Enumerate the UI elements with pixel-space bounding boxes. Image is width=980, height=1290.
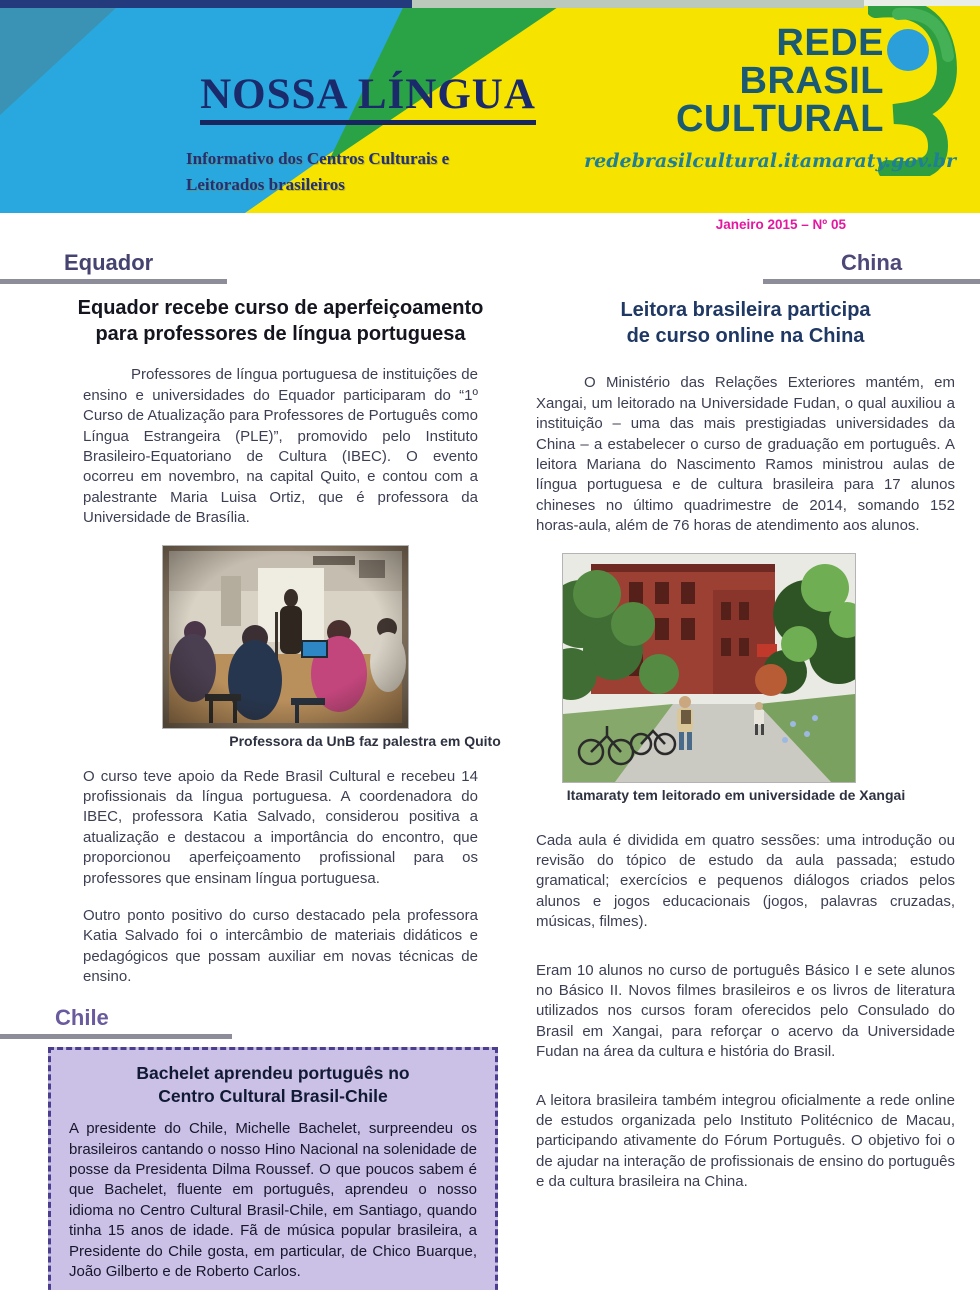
banner-top-strip-navy (0, 0, 412, 8)
article-title-china: Leitora brasileira participa de curso online na China (620, 299, 871, 347)
newsletter-subtitle: Informativo dos Centros Culturais e Leitorados brasileiros (186, 149, 450, 195)
china-paragraph-4: A leitora brasileira também integrou oficialmente a rede online de estudos organizada pelo Instituto Politécnico de Macau, participando ativamente do Fórum Português. O objetivo foi o de ajudar na interação de profissionais de ensino do português e da cultura brasileira na China. (536, 1091, 955, 1191)
banner-top-strip-sage (412, 0, 864, 8)
classroom-photo-figure (163, 546, 501, 749)
section-header-equador (64, 250, 478, 284)
campus-photo-figure (563, 554, 906, 803)
section-label-chile: Chile (55, 1004, 109, 1030)
newsletter-title-text: NOSSA LÍNGUA (200, 72, 536, 125)
campus-photo-caption: Itamaraty tem leitorado em universidade de Xangai (566, 786, 906, 803)
classroom-photo-caption: Professora da UnB faz palestra em Quito (229, 732, 501, 749)
brand-url: redebrasilcultural.itamaraty.gov.br (584, 150, 956, 172)
chile-box-body: A presidente do Chile, Michelle Bachelet, surpreendeu os brasileiros cantando o nosso Hino Nacional na solenidade de posse da Presidenta Dilma Roussef. O que poucos sabem é que Bachelet, fluente em português, aprendeu o nosso idioma no Centro Cultural Brasil-Chile, em Santiago, quando tinha 15 anos de idade. Fã de música popular brasileira, a Presidente do Chile gosta, em particular, de Chico Buarque, João Gilberto e de Roberto Carlos. (69, 1120, 477, 1281)
section-header-chile (55, 1004, 478, 1039)
chile-highlight-box (48, 1047, 498, 1290)
section-header-china (536, 250, 955, 284)
newsletter-banner (0, 0, 980, 213)
chile-box-title: Bachelet aprendeu português no Centro Cultural Brasil-Chile (136, 1062, 410, 1106)
article-title-equador: Equador recebe curso de aperfeiçoamento para professores de língua portuguesa (77, 297, 484, 345)
section-label-china: China (840, 250, 903, 275)
china-paragraph-1: O Ministério das Relações Exteriores mantém, em Xangai, um leitorado na Universidade Fudan, o qual auxiliou a instituição – uma das mais prestigiadas universidades da China – a estabelecer o curso de graduação em português. A leitora Mariana do Nascimento Ramos ministrou aulas de língua portuguesa e de cultura brasileira para 17 alunos chineses no último quadrimestre de 2014, somando 152 horas-aula, além de 76 horas de atendimento aos alunos. (536, 374, 955, 535)
left-column (55, 250, 501, 1290)
china-paragraph-2: Cada aula é dividida em quatro sessões: uma introdução ou revisão do tópico de estudo da aula passada; estudo gramatical; exercícios e pequenos diálogos criados pelos alunos e jogos educacionais (jogos, palavras cruzadas, músicas, filmes). (536, 831, 955, 931)
equador-paragraph-2: O curso teve apoio da Rede Brasil Cultural e recebeu 14 profissionais da língua portuguesa. A coordenadora do IBEC, professora Katia Salvado, considerou positiva a atualização e destacou a importância do encontro, que proporcionou aperfeiçoamento profissional para os professores que ensinam língua portuguesa. (83, 767, 478, 887)
issue-date: Janeiro 2015 – Nº 05 (715, 217, 846, 232)
classroom-photo (163, 546, 408, 728)
rede-brasil-cultural-wordmark: REDE BRASIL CULTURAL (675, 22, 884, 140)
campus-photo (563, 554, 855, 782)
section-underline-china (763, 279, 980, 284)
section-underline-equador (0, 279, 227, 284)
section-label-equador: Equador (64, 250, 154, 275)
newsletter-title (186, 72, 550, 125)
equador-paragraph-1: Professores de língua portuguesa de instituições de ensino e universidades do Equador participaram do “1º Curso de Atualização para Professores de Português como Língua Estrangeira (PLE)”, promovido pelo Instituto Brasileiro-Equatoriano de Cultura (IBEC). O evento ocorreu em novembro, na capital Quito, e contou com a palestrante Maria Luisa Ortiz, que é professora da Universidade de Brasília. (83, 366, 478, 527)
right-column (536, 250, 955, 1209)
equador-paragraph-3: Outro ponto positivo do curso destacado pela professora Katia Salvado foi o intercâmbio de materiais didáticos e pedagógicos que possam auxiliar em novas técnicas de ensino. (83, 906, 478, 986)
section-underline-chile (0, 1034, 232, 1039)
china-paragraph-3: Eram 10 alunos no curso de português Básico I e sete alunos no Básico II. Novos filmes brasileiros e os livros de literatura utilizados nos cursos foram oferecidos pelo Consulado do Brasil em Xangai, para reforçar o acervo da Universidade Fudan na área da cultura e história do Brasil. (536, 961, 955, 1061)
